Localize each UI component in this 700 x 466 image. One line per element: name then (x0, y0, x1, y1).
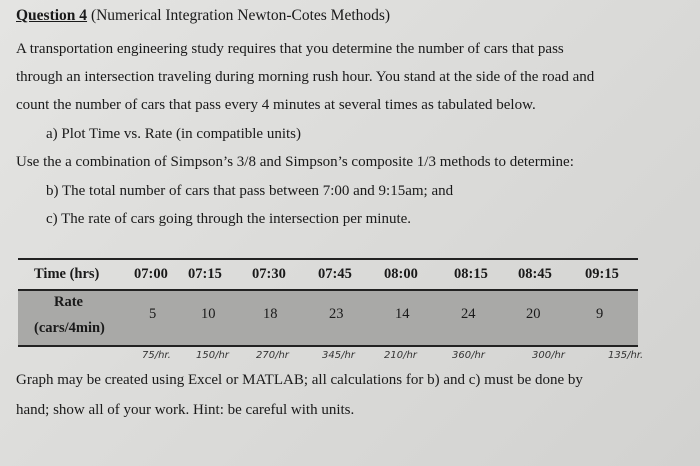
rate-cell: 23 (329, 306, 344, 322)
graph-note-line-1: Graph may be created using Excel or MATLAB; all calculations for b) and c) must be done by (16, 372, 583, 388)
rate-cell: 9 (596, 306, 604, 322)
table-top-rule (18, 258, 638, 260)
handwritten-note: 135/hr. (608, 350, 644, 361)
time-cell: 07:45 (318, 266, 352, 282)
intro-line-3: count the number of cars that pass every 4 minutes at several times as tabulated below. (16, 97, 536, 113)
question-label: Question 4 (16, 7, 88, 24)
rate-cell: 10 (201, 306, 216, 322)
table-bottom-rule (18, 345, 638, 347)
time-cell: 09:15 (585, 266, 619, 282)
handwritten-note: 345/hr (322, 350, 355, 361)
part-c: c) The rate of cars going through the intersection per minute. (46, 211, 412, 227)
rate-header: Rate (54, 294, 83, 310)
time-header: Time (hrs) (34, 266, 100, 282)
question-title (16, 7, 390, 25)
part-a: a) Plot Time vs. Rate (in compatible units) (46, 126, 301, 142)
graph-note-line-2: hand; show all of your work. Hint: be careful with units. (16, 402, 355, 418)
time-cell: 07:00 (134, 266, 168, 282)
rate-cell: 18 (263, 306, 278, 322)
handwritten-note: 150/hr (196, 350, 229, 361)
methods-instruction: Use the a combination of Simpson’s 3/8 and Simpson’s composite 1/3 methods to determine: (16, 154, 574, 170)
intro-line-1: A transportation engineering study requires that you determine the number of cars that pass (16, 41, 564, 57)
intro-line-2: through an intersection traveling during morning rush hour. You stand at the side of the road and (16, 69, 595, 85)
rate-units: (cars/4min) (34, 320, 105, 336)
time-cell: 07:30 (252, 266, 286, 282)
time-cell: 08:45 (518, 266, 552, 282)
rate-row (18, 291, 638, 345)
handwritten-note: 360/hr (452, 350, 485, 361)
rate-cell: 20 (526, 306, 541, 322)
question-topic: (Numerical Integration Newton-Cotes Methods) (87, 7, 391, 24)
time-cell: 07:15 (188, 266, 222, 282)
time-row (18, 262, 638, 288)
handwritten-note: 75/hr. (142, 350, 171, 361)
time-cell: 08:15 (454, 266, 488, 282)
handwritten-note: 300/hr (532, 350, 565, 361)
handwritten-note: 210/hr (384, 350, 417, 361)
part-b: b) The total number of cars that pass between 7:00 and 9:15am; and (46, 183, 454, 199)
time-cell: 08:00 (384, 266, 418, 282)
rate-cell: 5 (149, 306, 157, 322)
rate-cell: 24 (461, 306, 476, 322)
rate-cell: 14 (395, 306, 410, 322)
handwritten-note: 270/hr (256, 350, 289, 361)
